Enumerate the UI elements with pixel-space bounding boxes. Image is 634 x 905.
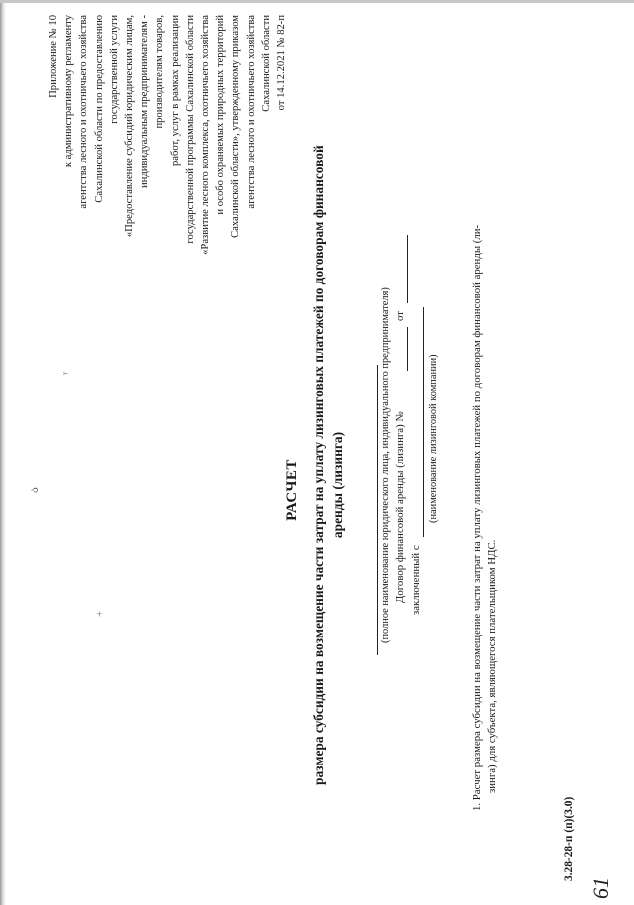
scan-speck: ᵞ [60, 372, 72, 375]
appendix-line: Сахалинской области [260, 15, 272, 112]
appendix-line: государственной программы Сахалинской области [184, 15, 196, 244]
document-code: 3.28-28-п (п)(3.0) [563, 796, 575, 881]
appendix-line: и особо охраняемых природных территорий [215, 15, 227, 215]
page-number: 61 [588, 877, 613, 899]
appendix-line: Приложение № 10 [48, 15, 59, 98]
document-subtitle-line2: аренды (лизинга) [330, 431, 345, 539]
contract-number-label: Договор финансовой аренды (лизинга) № [394, 411, 406, 603]
applicant-name-line [377, 365, 378, 655]
scan-speck: ა [29, 487, 41, 493]
appendix-line: к административному регламенту [63, 15, 75, 168]
appendix-block [46, 15, 289, 255]
applicant-name-caption: (полное наименование юридического лица, индивидуального предпринимателя) [380, 287, 391, 643]
appendix-line: Сахалинской области по предоставлению [93, 15, 105, 203]
appendix-line: «Развитие лесного комплекса, охотничьего хозяйства [200, 15, 212, 255]
appendix-line: агентства лесного и охотничьего хозяйства [245, 15, 257, 209]
contract-number-line [407, 327, 408, 371]
appendix-line: работ, услуг в рамках реализации [169, 15, 181, 167]
leasing-company-label: заключенный с [410, 545, 422, 615]
document-subtitle-line1: размера субсидии на возмещение части затрат на уплату лизинговых платежей по договорам финансовой [311, 145, 326, 785]
item-1-line-2: зинга) для субъекта, являющегося плательщиком НДС. [486, 539, 498, 793]
appendix-line: «Предоставление субсидий юридическим лицам, [124, 15, 136, 238]
document-title: РАСЧЕТ [284, 459, 300, 521]
appendix-line: агентства лесного и охотничьего хозяйства [78, 15, 90, 209]
leasing-company-line [423, 307, 424, 537]
appendix-line: индивидуальным предпринимателям - [139, 15, 151, 188]
item-1-line-1: 1. Расчет размера субсидии на возмещение части затрат на уплату лизинговых платежей по договорам финансовой аренды (ли- [471, 224, 483, 811]
appendix-line: Сахалинской области», утвержденному приказом [230, 15, 242, 238]
scan-speck: + [94, 610, 106, 617]
leasing-company-caption: (наименование лизинговой компании) [428, 354, 439, 523]
contract-date-label: от [394, 311, 406, 321]
appendix-line: от 14.12.2021 № 82-п [276, 15, 288, 111]
appendix-line: производителям товаров, [154, 15, 166, 129]
contract-date-line [407, 235, 408, 303]
appendix-line: государственной услуги [108, 15, 120, 124]
